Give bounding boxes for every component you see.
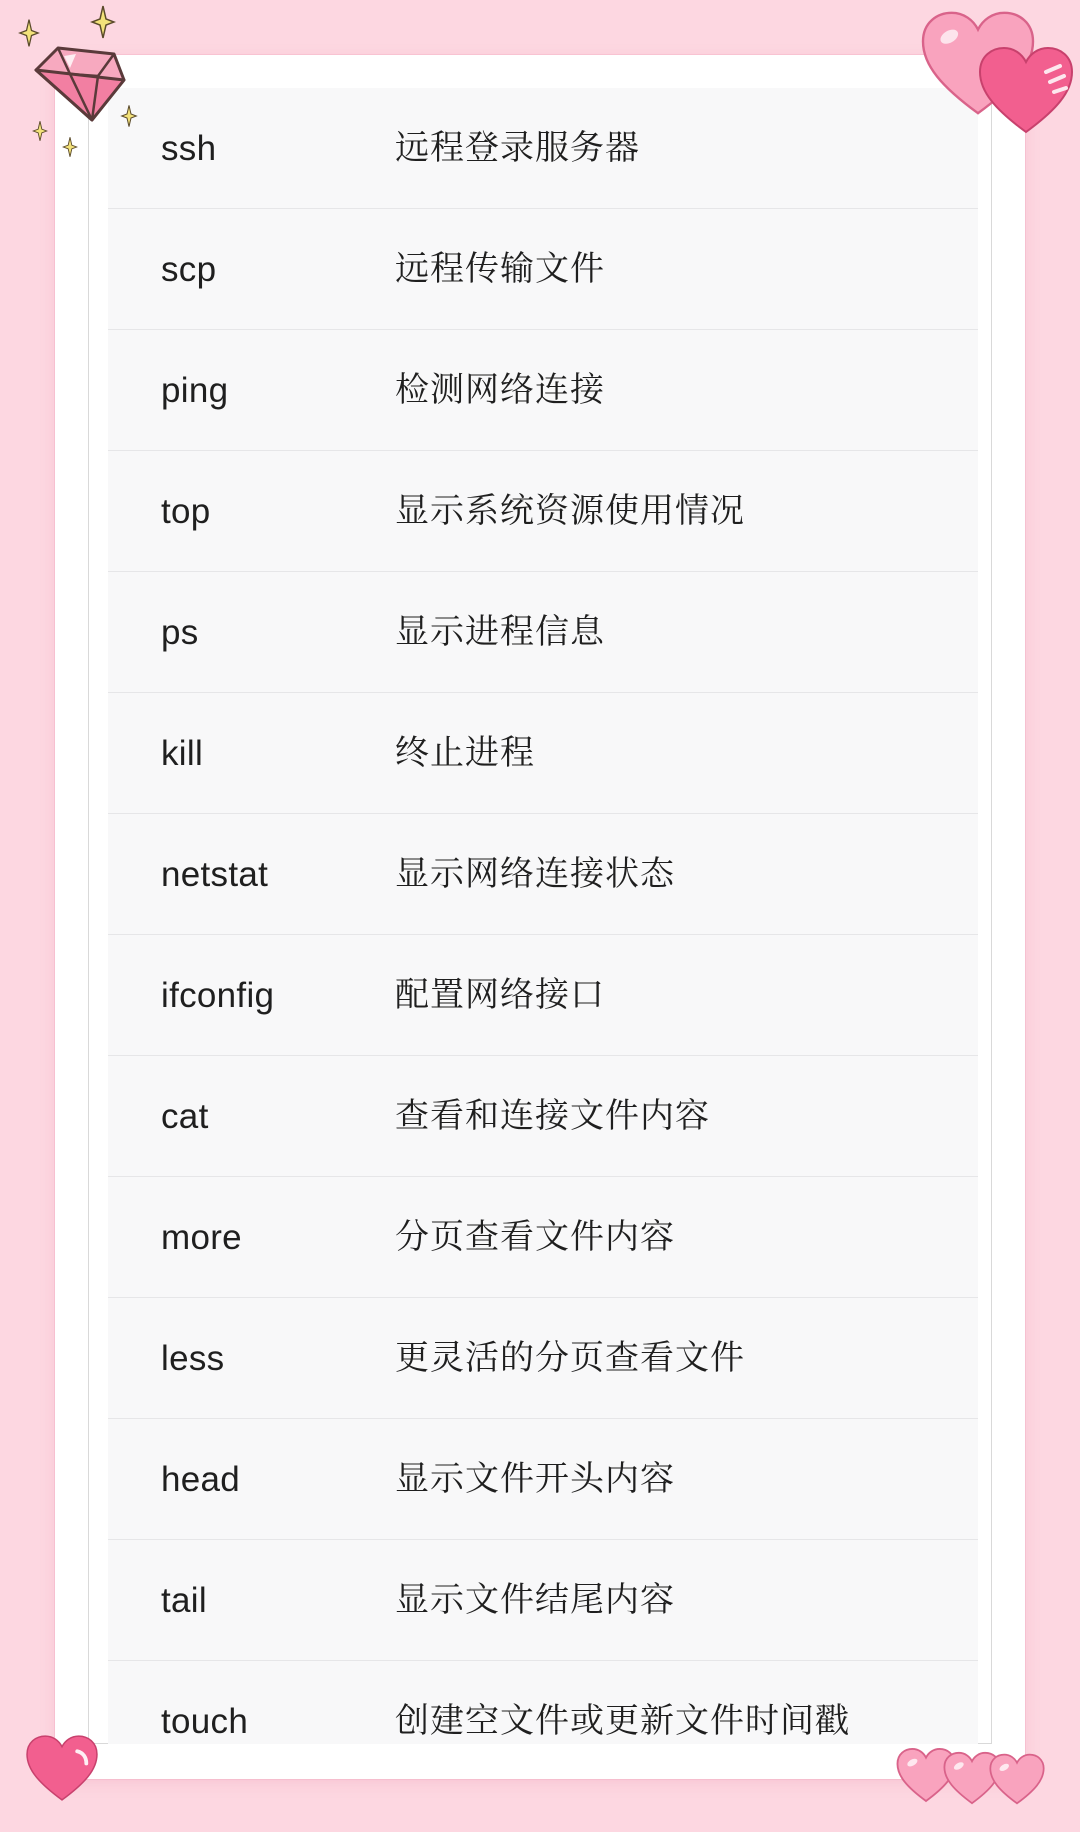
table-row (108, 1177, 978, 1298)
command-description: 显示文件结尾内容 (395, 1580, 675, 1620)
command-description: 显示进程信息 (395, 612, 605, 652)
sparkle-icon (32, 120, 48, 142)
command-description: 显示文件开头内容 (395, 1459, 675, 1499)
command-description: 终止进程 (395, 733, 535, 773)
command-name: ping (161, 371, 229, 410)
table-row (108, 693, 978, 814)
command-name: tail (161, 1581, 207, 1620)
command-description: 分页查看文件内容 (395, 1217, 675, 1257)
command-table (108, 88, 978, 1744)
command-description: 远程传输文件 (395, 249, 605, 289)
command-name: kill (161, 734, 204, 773)
command-name: more (161, 1218, 242, 1257)
command-name: head (161, 1460, 241, 1499)
sparkle-icon (90, 4, 116, 40)
command-name: less (161, 1339, 225, 1378)
command-description: 显示网络连接状态 (395, 854, 675, 894)
command-description: 配置网络接口 (395, 975, 605, 1015)
command-name: ps (161, 613, 199, 652)
command-description: 检测网络连接 (395, 370, 605, 410)
command-name: top (161, 492, 211, 531)
sparkle-icon (18, 18, 40, 48)
table-row (108, 1661, 978, 1744)
table-row (108, 330, 978, 451)
heart-icon (988, 1752, 1046, 1806)
sparkle-icon (120, 104, 138, 128)
command-name: cat (161, 1097, 209, 1136)
command-name: ssh (161, 129, 217, 168)
command-name: touch (161, 1702, 249, 1741)
table-row (108, 451, 978, 572)
sparkle-icon (62, 136, 78, 158)
command-description: 查看和连接文件内容 (395, 1096, 710, 1136)
command-description: 创建空文件或更新文件时间戳 (395, 1701, 850, 1741)
table-row (108, 935, 978, 1056)
command-description: 更灵活的分页查看文件 (395, 1338, 745, 1378)
heart-icon (24, 1732, 100, 1804)
table-row (108, 814, 978, 935)
command-name: netstat (161, 855, 269, 894)
command-description: 远程登录服务器 (395, 128, 640, 168)
table-row (108, 572, 978, 693)
table-row (108, 1056, 978, 1177)
table-row (108, 88, 978, 209)
table-row (108, 209, 978, 330)
table-row (108, 1540, 978, 1661)
command-name: ifconfig (161, 976, 275, 1015)
table-row (108, 1419, 978, 1540)
command-name: scp (161, 250, 217, 289)
table-row (108, 1298, 978, 1419)
command-description: 显示系统资源使用情况 (395, 491, 745, 531)
heart-icon (976, 44, 1076, 136)
